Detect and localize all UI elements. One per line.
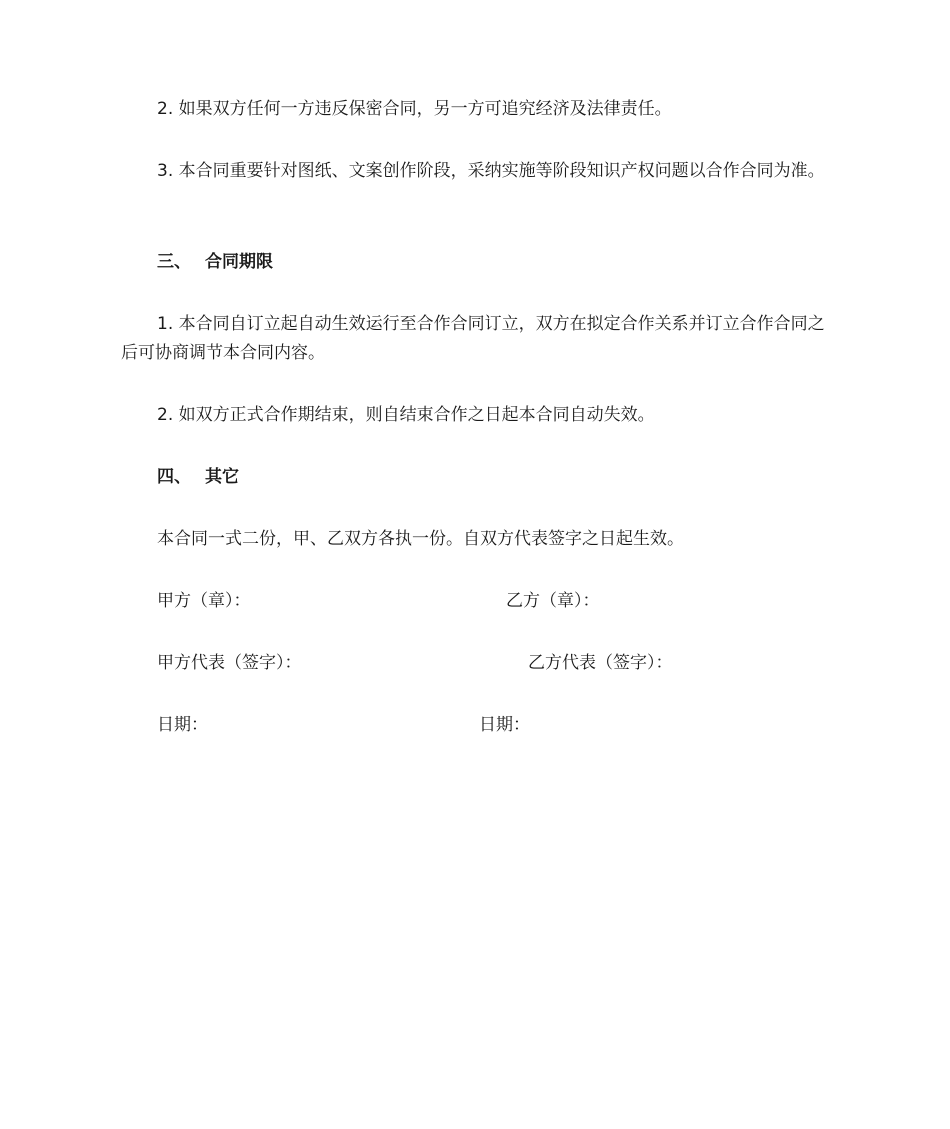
party-a-date-label: 日期： <box>157 715 208 735</box>
clause-3-1: 1. 本合同自订立起自动生效运行至合作合同订立，双方在拟定合作关系并订立合作合同之后可协商调节本合同内容。 <box>121 314 825 363</box>
party-b-seal-label: 乙方（章）： <box>506 591 600 611</box>
section-4-title: 其它 <box>205 467 239 487</box>
section-4-number: 四、 <box>157 467 191 487</box>
section-4-text: 本合同一式二份，甲、乙双方各执一份。自双方代表签字之日起生效。 <box>157 529 684 549</box>
section-3-number: 三、 <box>157 252 191 272</box>
clause-2-3: 3. 本合同重要针对图纸、文案创作阶段，采纳实施等阶段知识产权问题以合作合同为准。 <box>157 161 825 181</box>
party-b-date-label: 日期： <box>479 715 530 735</box>
section-4-heading <box>157 463 239 492</box>
party-b-representative-label: 乙方代表（签字）： <box>528 653 673 673</box>
clause-2-2: 2. 如果双方任何一方违反保密合同，另一方可追究经济及法律责任。 <box>157 99 672 119</box>
party-a-seal-label: 甲方（章）： <box>157 591 251 611</box>
section-3-heading <box>157 248 273 277</box>
section-3-title: 合同期限 <box>205 252 273 272</box>
clause-3-2: 2. 如双方正式合作期结束，则自结束合作之日起本合同自动失效。 <box>157 405 655 425</box>
party-a-representative-label: 甲方代表（签字）： <box>157 653 302 673</box>
